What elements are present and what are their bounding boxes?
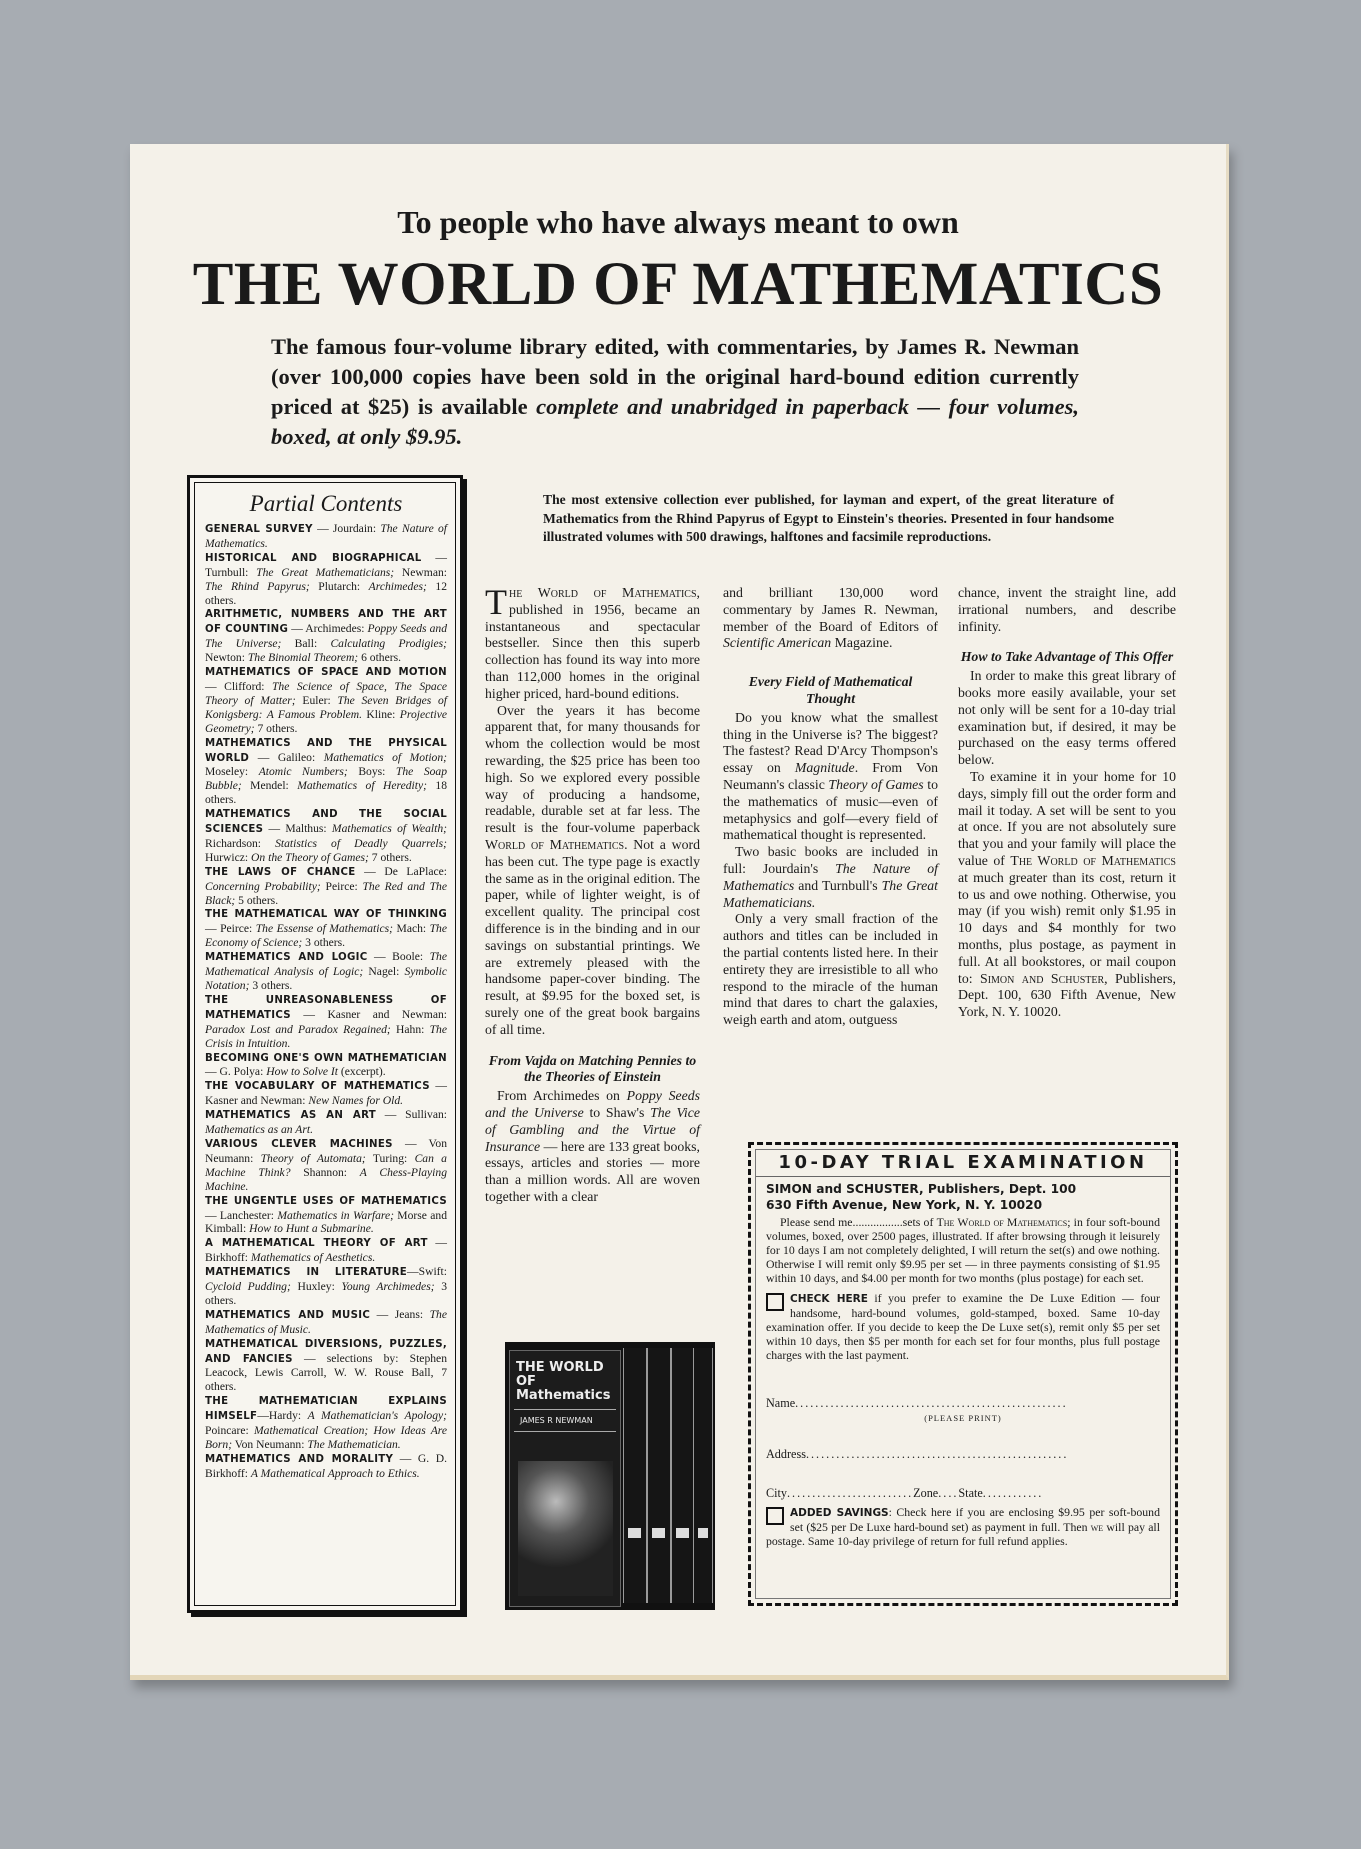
text-run: Poincare: bbox=[205, 1424, 254, 1438]
publisher-line: SIMON and SCHUSTER, Publishers, Dept. 100 bbox=[766, 1182, 1077, 1196]
italic-title: The Mathematician. bbox=[307, 1438, 401, 1451]
text-run: Please send me.................sets of bbox=[780, 1215, 937, 1229]
small-caps-text: The World of Mathematics bbox=[1010, 852, 1176, 868]
contents-entry bbox=[205, 551, 447, 608]
state-label: State bbox=[958, 1486, 983, 1500]
contents-entry bbox=[205, 1337, 447, 1395]
text-run: Peirce: bbox=[320, 879, 363, 893]
book-spine bbox=[671, 1348, 695, 1603]
contents-entry bbox=[205, 993, 447, 1051]
text-run: — Boole: bbox=[367, 950, 430, 964]
paragraph-text bbox=[485, 582, 700, 701]
headline-title: THE WORLD OF MATHEMATICS bbox=[192, 251, 1164, 318]
italic-title: Theory of Automata; bbox=[260, 1151, 366, 1165]
text-run: — Jourdain: bbox=[312, 522, 381, 535]
italic-title: A Mathematical Approach to Ethics. bbox=[250, 1466, 420, 1480]
contents-heading: ARITHMETIC, NUMBERS AND THE ART OF COUNTING bbox=[205, 609, 447, 636]
text-run: — Galileo: bbox=[249, 750, 324, 764]
text-run: 5 others. bbox=[235, 893, 279, 907]
italic-title: On the Theory of Games; bbox=[251, 850, 369, 864]
text-run: will pay all postage. Same 10-day privilege of return for full refund applies. bbox=[766, 1520, 1160, 1548]
order-coupon-inner bbox=[755, 1149, 1171, 1599]
italic-title: Poppy Seeds and the Universe bbox=[485, 1088, 700, 1120]
italic-title: Archimedes; bbox=[368, 579, 427, 593]
italic-title: The Great Mathematicians; bbox=[256, 565, 395, 579]
text-run: 6 others. bbox=[358, 651, 402, 665]
italic-title: The Nature of Mathematics bbox=[723, 860, 938, 893]
name-field[interactable]: Name...................................................... bbox=[766, 1396, 1068, 1410]
contents-heading: GENERAL SURVEY bbox=[205, 524, 313, 535]
italic-title: Theory of Games bbox=[828, 776, 924, 792]
text-run: — Turnbull: bbox=[205, 550, 447, 579]
text-run: Shannon: bbox=[290, 1165, 360, 1179]
zone-label: Zone bbox=[913, 1486, 939, 1500]
contents-heading: THE UNGENTLE USES OF MATHEMATICS bbox=[205, 1195, 447, 1207]
contents-heading: MATHEMATICS IN LITERATURE bbox=[205, 1267, 408, 1279]
italic-title: Atomic Numbers; bbox=[258, 765, 348, 779]
text-run: — Clifford: bbox=[205, 679, 272, 693]
book-spine bbox=[623, 1348, 647, 1603]
paragraph bbox=[485, 582, 700, 703]
text-run: to Shaw's bbox=[583, 1104, 651, 1120]
text-run: Moseley: bbox=[205, 765, 259, 779]
contents-detail bbox=[205, 922, 447, 949]
contents-heading: MATHEMATICS AND LOGIC bbox=[205, 952, 368, 964]
text-run: — G. Polya: bbox=[205, 1065, 267, 1079]
small-caps-text: The World of Mathematics bbox=[936, 1215, 1068, 1229]
italic-title: Poppy Seeds and The Universe; bbox=[205, 622, 448, 651]
italic-title: New Names for Old. bbox=[308, 1094, 404, 1108]
italic-title: Can a Machine Think? bbox=[205, 1151, 447, 1179]
book-front-cover bbox=[509, 1350, 621, 1607]
italic-title: The Seven Bridges of Konigsberg: A Famous Problem. bbox=[205, 693, 448, 721]
text-run: In order to make this great library of books more easily available, your set not only will be sent for a 10-day trial examination but, if desired, it may be purchased on the easy terms offered below. bbox=[958, 668, 1176, 768]
partial-contents-title: Partial Contents bbox=[249, 491, 403, 516]
italic-title: Young Archimedes; bbox=[341, 1280, 435, 1294]
contents-entry bbox=[205, 522, 447, 551]
contents-heading: MATHEMATICS AND MORALITY bbox=[205, 1453, 394, 1465]
text-run: Turing: bbox=[365, 1151, 415, 1165]
paragraph bbox=[723, 585, 938, 652]
text-run: — Birkhoff: bbox=[205, 1236, 447, 1265]
italic-title: Scientific American bbox=[723, 635, 832, 651]
italic-title: Mathematics of Heredity; bbox=[297, 779, 427, 793]
text-run: — G. D. Birkhoff: bbox=[205, 1451, 447, 1480]
contents-list bbox=[205, 522, 447, 1481]
italic-title: Mathematics of Wealth; bbox=[331, 822, 447, 836]
text-run: Newman: bbox=[394, 565, 447, 579]
text-run: and Turnbull's bbox=[794, 877, 882, 893]
italic-title: Mathematics as an Art. bbox=[205, 1123, 313, 1137]
text-run: To examine it in your home for 10 days, simply fill out the order form and mail it today. A set will be sent to you at once. If you are not absolutely sure that you and your family will place the value of bbox=[958, 768, 1176, 868]
text-run: 12 others. bbox=[205, 579, 447, 607]
text-run: Ball: bbox=[281, 637, 331, 651]
italic-title: The Mathematics of Music. bbox=[205, 1307, 447, 1336]
text-run: 18 others. bbox=[205, 779, 447, 807]
lead-paragraph bbox=[271, 332, 1079, 452]
city-label: City bbox=[766, 1486, 787, 1500]
text-run: Huxley: bbox=[290, 1280, 342, 1294]
text-run: to the mathematics of music—even of metaphysics and golf—every field of mathematical thought is represented. bbox=[723, 776, 938, 843]
paragraph bbox=[958, 668, 1176, 769]
text-run: Plutarch: bbox=[309, 579, 369, 593]
text-run: — Malthus: bbox=[263, 822, 332, 836]
article-column-1 bbox=[485, 582, 700, 1206]
article-column-3 bbox=[958, 585, 1176, 1021]
subheading: How to Take Advantage of This Offer bbox=[960, 649, 1174, 665]
italic-title: Concerning Probability; bbox=[205, 879, 321, 893]
text-run: —Swift: bbox=[407, 1265, 447, 1279]
deluxe-text: if you prefer to examine the De Luxe Edition — four handsome, hard-bound volumes, gold-stamped, boxed. Same 10-day examination offer. If you decide to keep the De Luxe set(s), remit only $5 per set within 10 days, then $5 per month for each set for four months, plus full postage charges with the last payment. bbox=[766, 1291, 1160, 1362]
please-print-note: (PLEASE PRINT) bbox=[924, 1413, 1002, 1423]
text-run: , Publishers, Dept. 100, 630 Fifth Avenue, New York, N. Y. 10020. bbox=[958, 970, 1176, 1020]
text-run: — De LaPlace: bbox=[355, 864, 447, 878]
text-run: Nagel: bbox=[363, 965, 405, 979]
article-column-2 bbox=[723, 585, 938, 1029]
text-run: , published in 1956, became an instantaneous and spectacular bestseller. Since then this superb collection has found its way into more than 112,000 homes in the original higher priced, hard-bound editions. bbox=[485, 585, 700, 701]
text-run: Kline: bbox=[362, 707, 400, 721]
publisher-address: 630 Fifth Avenue, New York, N. Y. 10020 bbox=[766, 1198, 1043, 1212]
contents-heading: MATHEMATICAL DIVERSIONS, PUZZLES, AND FANCIES bbox=[205, 1338, 447, 1365]
italic-title: A Chess-Playing Machine. bbox=[205, 1165, 447, 1193]
italic-title: The Binomial Theorem; bbox=[247, 651, 359, 665]
contents-heading: A MATHEMATICAL THEORY OF ART bbox=[205, 1238, 428, 1250]
contents-detail bbox=[205, 1065, 386, 1078]
added-savings-label: ADDED SAVINGS bbox=[790, 1507, 889, 1519]
name-label: Name bbox=[766, 1396, 796, 1410]
text-run: Von Neumann: bbox=[232, 1438, 308, 1451]
book-spine bbox=[693, 1348, 713, 1603]
coupon-title: 10-DAY TRIAL EXAMINATION bbox=[756, 1150, 1170, 1177]
contents-entry bbox=[205, 1051, 447, 1080]
text-run: Morse and Kimball: bbox=[205, 1208, 447, 1236]
italic-title: How to Hunt a Submarine. bbox=[249, 1222, 374, 1236]
italic-title: The Crisis in Intuition. bbox=[205, 1022, 447, 1050]
partial-contents-inner bbox=[194, 482, 456, 1606]
text-run: : Check here if you are enclosing $9.95 per soft-bound set ($25 per De Luxe hard-bound set) as payment in full. Then bbox=[790, 1505, 1160, 1534]
contents-entry bbox=[205, 807, 447, 865]
contents-entry bbox=[205, 1194, 447, 1237]
text-run: Do you know what the smallest thing in the Universe is? The biggest? The fastest? Read D'Arcy Thompson's essay on bbox=[723, 709, 938, 776]
book-cover-title: THE WORLD OF Mathematics bbox=[516, 1360, 611, 1403]
paragraph bbox=[485, 703, 700, 1039]
order-coupon bbox=[748, 1142, 1178, 1606]
added-savings-checkbox[interactable] bbox=[766, 1507, 784, 1525]
contents-heading: THE MATHEMATICAL WAY OF THINKING bbox=[205, 909, 447, 921]
italic-title: The Science of Space, The Space Theory of Matter; bbox=[205, 679, 447, 707]
contents-heading: MATHEMATICS AS AN ART bbox=[205, 1110, 377, 1122]
italic-title: Mathematics in Warfare; bbox=[277, 1208, 394, 1222]
text-run: 7 others. bbox=[254, 721, 298, 735]
deluxe-option bbox=[766, 1291, 1160, 1362]
contents-entry bbox=[205, 950, 447, 993]
drop-cap: T bbox=[485, 582, 507, 622]
address-field[interactable]: Address.................................................... bbox=[766, 1447, 1069, 1461]
italic-title: How to Solve It bbox=[266, 1065, 339, 1079]
paragraph bbox=[723, 710, 938, 844]
text-run: . From Von Neumann's classic bbox=[723, 760, 938, 792]
italic-title: Cycloid Pudding; bbox=[205, 1280, 291, 1294]
contents-entry bbox=[205, 1265, 447, 1308]
italic-title: The Essense of Mathematics; bbox=[255, 922, 394, 936]
italic-title: Mathematical Creation; bbox=[254, 1424, 369, 1438]
italic-title: Mathematics of Motion; bbox=[323, 750, 447, 764]
italic-title: A Mathematician's Apology; bbox=[307, 1409, 448, 1423]
text-run: Two basic books are included in full: Jourdain's bbox=[723, 844, 938, 876]
contents-heading: MATHEMATICS AND THE PHYSICAL WORLD bbox=[205, 737, 447, 764]
text-run: — Jeans: bbox=[370, 1307, 430, 1321]
small-caps-text: he World of Mathematics bbox=[509, 585, 697, 600]
paragraph bbox=[723, 911, 938, 1029]
text-run: Magazine. bbox=[831, 635, 893, 651]
text-run: — Sullivan: bbox=[376, 1108, 447, 1122]
italic-title: The Mathematical Analysis of Logic; bbox=[205, 950, 447, 979]
book-spine bbox=[647, 1348, 671, 1603]
contents-heading: HISTORICAL AND BIOGRAPHICAL bbox=[205, 552, 422, 564]
address-label: Address bbox=[766, 1447, 806, 1461]
text-run: Hahn: bbox=[390, 1022, 430, 1036]
contents-heading: THE LAWS OF CHANCE bbox=[205, 866, 356, 878]
text-run: Richardson: bbox=[205, 836, 276, 850]
text-run: at much greater than its cost, return it to us and owe nothing. Otherwise, you may (if you wish) remit only $1.95 in 10 days and $4 monthly for two months, plus postage, as payment in full. At all bookstores, or mail coupon to: bbox=[958, 869, 1176, 986]
italic-title: The Rhind Papyrus; bbox=[205, 579, 310, 593]
text-run: From Archimedes on bbox=[497, 1088, 627, 1104]
text-run: Mendel: bbox=[241, 779, 298, 793]
contents-heading: THE MATHEMATICIAN EXPLAINS HIMSELF bbox=[205, 1396, 447, 1423]
deluxe-checkbox[interactable] bbox=[766, 1293, 784, 1311]
text-run: Hurwicz: bbox=[205, 850, 252, 864]
text-run: 3 others. bbox=[249, 979, 293, 992]
text-run: Newton: bbox=[205, 651, 248, 665]
text-run: —Hardy: bbox=[257, 1409, 308, 1423]
coupon-order-text bbox=[766, 1215, 1160, 1285]
text-run: (excerpt). bbox=[338, 1065, 386, 1079]
contents-entry bbox=[205, 1236, 447, 1265]
tagline: To people who have always meant to own bbox=[397, 204, 959, 240]
partial-contents-box bbox=[187, 475, 463, 1613]
italic-title: The Economy of Science; bbox=[205, 922, 447, 950]
text-run: 3 others. bbox=[302, 936, 346, 950]
contents-entry bbox=[205, 1308, 447, 1337]
text-run: The famous four-volume library edited, with commentaries, by James R. Newman (over 100,000 copies have been sold in the original hard-bound edition currently priced at $25) is available bbox=[271, 334, 1079, 419]
text-run: and brilliant 130,000 word commentary by James R. Newman, member of the Board of Editors of bbox=[723, 585, 938, 634]
contents-entry bbox=[205, 1394, 447, 1452]
text-run: Euler: bbox=[295, 693, 338, 707]
subheading: Every Field of Mathematical Thought bbox=[748, 674, 913, 706]
contents-entry bbox=[205, 1108, 447, 1137]
text-run: chance, invent the straight line, add irrational numbers, and describe infinity. bbox=[958, 585, 1176, 634]
small-caps-text: Simon and Schuster bbox=[980, 970, 1105, 986]
italic-title: The Vice of Gambling and the Virtue of Insurance bbox=[485, 1104, 700, 1154]
text-run: — Lanchester: bbox=[205, 1208, 278, 1222]
text-run: — Von Neumann: bbox=[205, 1136, 448, 1165]
italic-title: The Red and The Black; bbox=[205, 879, 447, 907]
contents-heading: MATHEMATICS AND THE SOCIAL SCIENCES bbox=[205, 809, 447, 836]
text-run: Boys: bbox=[347, 765, 396, 779]
paragraph bbox=[958, 585, 1176, 635]
paragraph bbox=[485, 1088, 700, 1206]
contents-detail bbox=[205, 680, 447, 735]
text-run: Over the years it has become apparent that, for many thousands for whom the collection would be most rewarding, the $25 price has been too high. So we explored every possible way of producing a handsome, readable, durable set at far less. The result is the four-volume paperback bbox=[485, 702, 700, 836]
text-run: ; in four soft-bound volumes, boxed, over 2500 pages, illustrated. If after browsing through it leisurely for 10 days I am not completely delighted, I will return the set(s) and owe nothing. Otherwise I will remit only $9.95 per set — in three payments consisting of $1.95 within 10 days, and $4.00 per month for two months (plus postage) for each set. bbox=[766, 1215, 1160, 1285]
contents-entry bbox=[205, 736, 447, 808]
contents-entry bbox=[205, 607, 447, 665]
text-run: — selections by: Stephen Leacock, Lewis Carroll, W. W. Rouse Ball, 7 others. bbox=[205, 1351, 447, 1394]
text-run: 3 others. bbox=[205, 1280, 448, 1307]
subheading: From Vajda on Matching Pennies to the Theories of Einstein bbox=[488, 1052, 697, 1085]
italic-title: The Soap Bubble; bbox=[205, 765, 448, 793]
italic-title: Mathematics of Aesthetics. bbox=[250, 1251, 376, 1265]
italic-title: Paradox Lost and Paradox Regained; bbox=[205, 1022, 391, 1036]
text-run: Mach: bbox=[393, 922, 430, 936]
text-run: — here are 133 great books, essays, articles and stories — more than a million words. All are woven together with a clear bbox=[485, 1138, 700, 1204]
contents-detail bbox=[205, 1209, 447, 1236]
contents-entry bbox=[205, 865, 447, 908]
book-cover-author: JAMES R NEWMAN bbox=[514, 1409, 616, 1432]
contents-entry bbox=[205, 1137, 447, 1194]
italic-title: The Nature of Mathematics. bbox=[205, 522, 448, 550]
small-caps-text: we bbox=[1090, 1520, 1104, 1534]
text-run: — Kasner and Newman: bbox=[290, 1007, 447, 1021]
paragraph bbox=[723, 844, 938, 911]
text-run: . Not a word has been cut. The type page is exactly the same as in the original edition. The paper, while of lighter weight, is of excellent quality. The principal cost difference is in the binding and in our savings on substantial printings. We are extremely pleased with the handsome paper-cover binding. The result, at $9.95 for the boxed set, is surely one of the great book bargains of all time. bbox=[485, 836, 700, 1037]
italic-title: Projective Geometry; bbox=[205, 707, 447, 735]
contents-heading: VARIOUS CLEVER MACHINES bbox=[205, 1138, 393, 1150]
contents-heading: THE VOCABULARY OF MATHEMATICS bbox=[205, 1081, 430, 1093]
italic-title: complete and unabridged in paperback — four volumes, boxed, at only $9.95. bbox=[271, 394, 1080, 449]
boxed-set-photo bbox=[505, 1342, 715, 1610]
text-run: 7 others. bbox=[368, 850, 412, 864]
cover-illustration bbox=[518, 1461, 613, 1596]
text-run: — Peirce: bbox=[205, 922, 256, 936]
contents-entry bbox=[205, 1452, 447, 1481]
deluxe-label: CHECK HERE bbox=[790, 1293, 868, 1305]
contents-heading: THE UNREASONABLENESS OF MATHEMATICS bbox=[205, 994, 447, 1021]
italic-title: Calculating Prodigies; bbox=[330, 637, 447, 651]
italic-title: The Great Mathematicians. bbox=[723, 877, 939, 910]
small-caps-text: World of Mathematics bbox=[485, 836, 625, 852]
contents-heading: MATHEMATICS OF SPACE AND MOTION bbox=[205, 667, 447, 679]
italic-title: Magnitude bbox=[794, 760, 855, 776]
text-run: —Kasner and Newman: bbox=[205, 1079, 447, 1108]
contents-entry bbox=[205, 1079, 447, 1108]
paragraph bbox=[958, 769, 1176, 1021]
text-run: — Archimedes: bbox=[288, 622, 368, 636]
italic-title: Statistics of Deadly Quarrels; bbox=[275, 836, 447, 850]
italic-title: Symbolic Notation; bbox=[205, 965, 447, 992]
contents-heading: BECOMING ONE'S OWN MATHEMATICIAN bbox=[205, 1052, 447, 1064]
contents-heading: MATHEMATICS AND MUSIC bbox=[205, 1309, 371, 1321]
italic-title: How Ideas Are Born; bbox=[205, 1424, 448, 1451]
text-run: Only a very small fraction of the authors and titles can be included in the partial contents listed here. In their entirety they are irresistible to all who respond to the miracle of the human mind that dares to chart the galaxies, weigh earth and atom, outguess bbox=[723, 911, 938, 1028]
contents-entry bbox=[205, 907, 447, 950]
intro-paragraph: The most extensive collection ever published, for layman and expert, of the great literature of Mathematics from the Rhind Papyrus of Egypt to Einstein's theories. Presented in four handsome illustrated volumes with 500 drawings, halftones and facsimile reproductions. bbox=[543, 492, 1114, 544]
added-savings-option bbox=[766, 1505, 1160, 1548]
contents-entry bbox=[205, 665, 447, 736]
city-zone-state-field[interactable]: City.........................Zone....State............ bbox=[766, 1486, 1044, 1500]
